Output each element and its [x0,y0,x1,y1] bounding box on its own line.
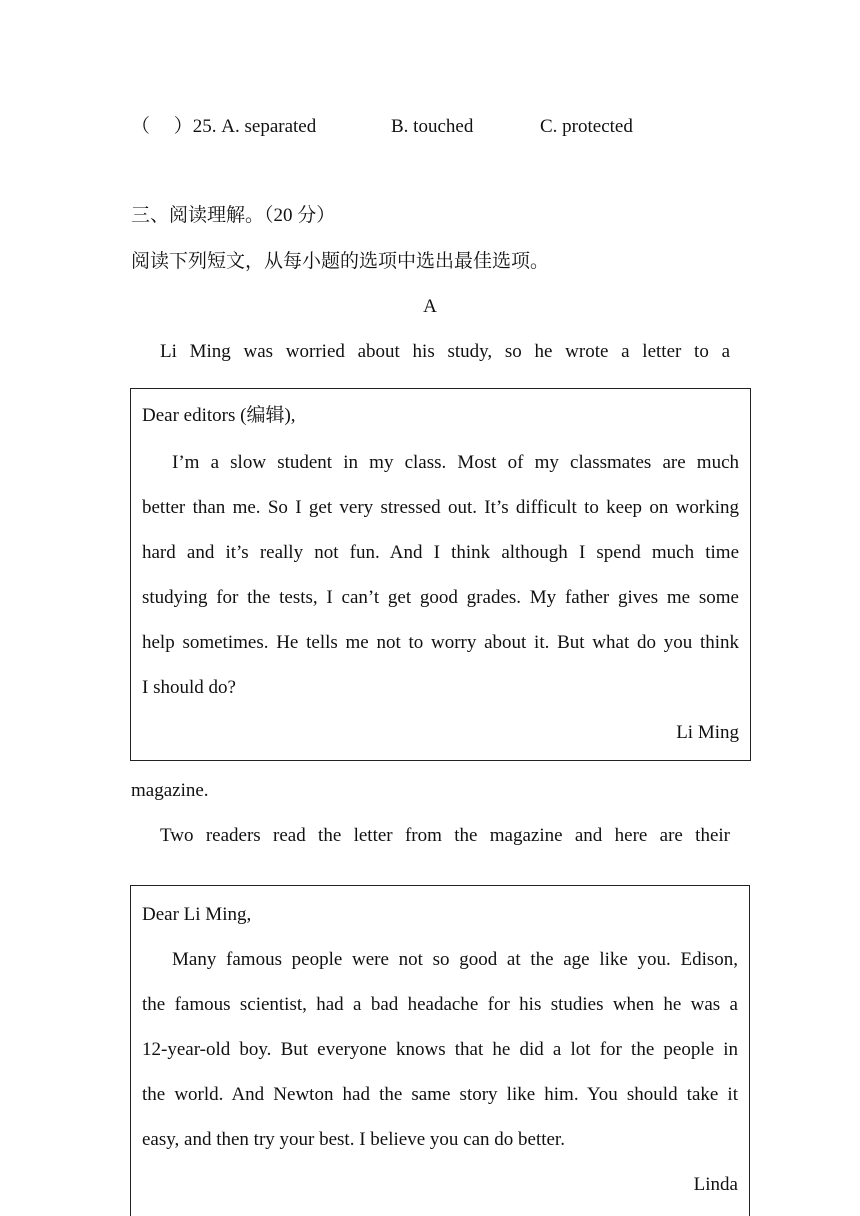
letter-box-linda [130,885,750,1216]
section-heading: 三、阅读理解。（20 分） [131,205,336,226]
answer-paren: （ ） [131,116,193,137]
letter-greeting: Dear Li Ming, [142,904,252,925]
letter-line: the famous scientist, had a bad headache for his studies when he was a [142,994,738,1015]
letter-box-editors [130,388,751,761]
letter-signature: Linda [693,1174,738,1195]
section-instruction: 阅读下列短文，从每小题的选项中选出最佳选项。 [131,251,550,272]
letter-line: I should do? [142,677,236,698]
intro-paragraph-2: Two readers read the letter from the magazine and here are their [160,825,730,846]
letter-signature: Li Ming [676,722,739,743]
letter-line: better than me. So I get very stressed out. It’s difficult to keep on working [142,497,739,518]
intro-paragraph-1: Li Ming was worried about his study, so he wrote a letter to a [160,341,730,362]
letter-line: studying for the tests, I can’t get good grades. My father gives me some [142,587,739,608]
passage-letter: A [423,296,437,317]
letter-line: 12-year-old boy. But everyone knows that he did a lot for the people in [142,1039,738,1060]
question-25-option-c: C. protected [540,116,633,137]
question-25-option-a: 25. A. separated [192,116,317,137]
question-25-option-b: B. touched [391,116,474,137]
question-25 [131,116,316,138]
letter-line: easy, and then try your best. I believe you can do better. [142,1129,565,1150]
letter-greeting: Dear editors (编辑), [142,405,296,426]
letter-line: help sometimes. He tells me not to worry about it. But what do you think [142,632,739,653]
letter-line: the world. And Newton had the same story like him. You should take it [142,1084,738,1105]
intro-paragraph-1-continuation: magazine. [131,780,209,801]
letter-line: Many famous people were not so good at the age like you. Edison, [172,949,738,970]
letter-line: I’m a slow student in my class. Most of my classmates are much [172,452,739,473]
letter-line: hard and it’s really not fun. And I think although I spend much time [142,542,739,563]
